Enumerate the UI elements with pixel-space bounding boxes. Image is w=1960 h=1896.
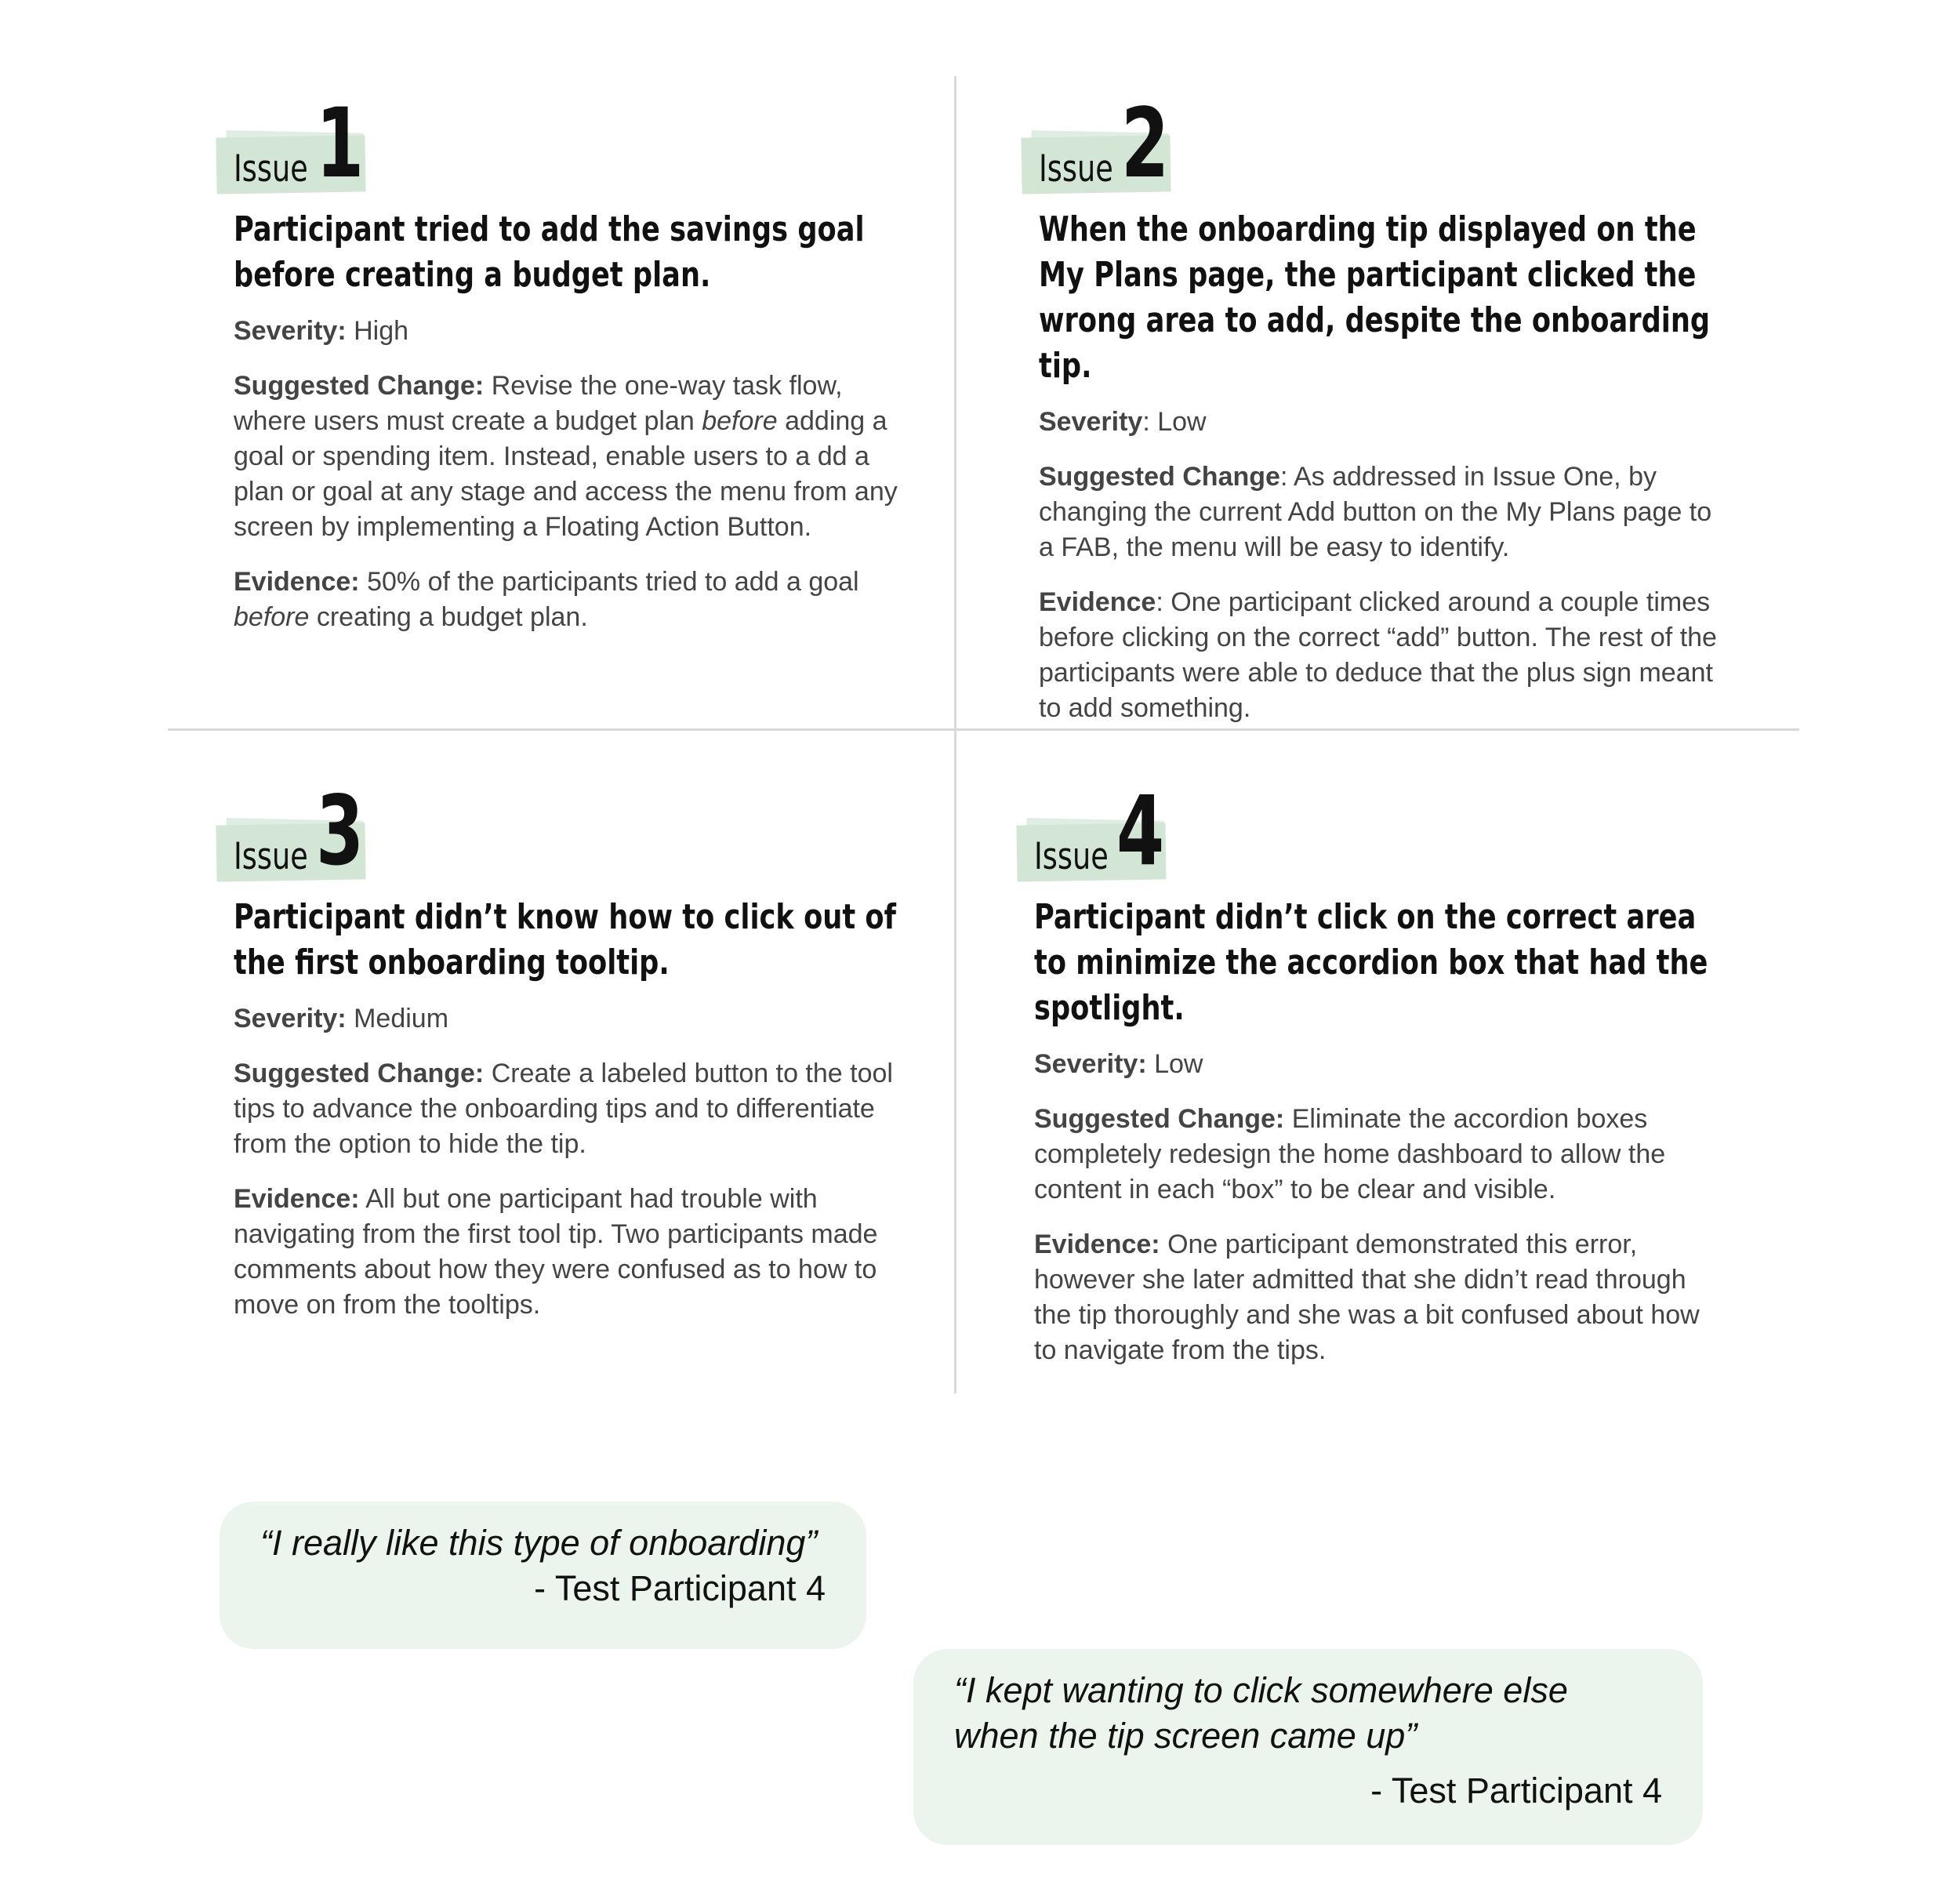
issue-title: Participant tried to add the savings goal before creating a budget plan.: [234, 209, 865, 295]
evidence-label: Evidence:: [234, 1184, 360, 1214]
issue-title: Participant didn’t know how to click out of the first onboarding tooltip.: [234, 897, 896, 983]
evidence: [1039, 585, 1729, 726]
evidence-text: : One participant clicked around a couple times before clicking on the correct “add” button. The rest of the participants were able to deduce that the plus sign meant to add something.: [1039, 587, 1717, 723]
issue-tag: [234, 88, 916, 199]
severity: [1034, 1047, 1724, 1082]
quote-card: [220, 1502, 866, 1649]
quote-text: “I really like this type of onboarding”: [260, 1523, 818, 1563]
quote-author: - Test Participant 4: [534, 1568, 826, 1608]
evidence-label: Evidence: [1039, 587, 1156, 617]
issue-title: When the onboarding tip displayed on the My Plans page, the participant clicked the wrong area to add, despite the onboarding tip.: [1039, 209, 1711, 386]
suggested-change-text: Eliminate the accordion boxes completely redesign the home dashboard to allow the content in each “box” to be clear and visible.: [1034, 1104, 1666, 1204]
issue-number: 4: [1116, 775, 1165, 887]
issue-3: [234, 775, 916, 1323]
suggested-change-label: Suggested Change:: [234, 371, 485, 401]
evidence-text: All but one participant had trouble with navigating from the first tool tip. Two participants made comments about how they were confused as to how to move on from the tooltips.: [234, 1184, 878, 1320]
emphasis-text: before: [702, 406, 778, 436]
evidence-text: One participant demonstrated this error, however she later admitted that she didn’t read through the tip thoroughly and she was a bit confused about how to navigate from the tips.: [1034, 1229, 1700, 1365]
issue-number: 1: [316, 88, 365, 199]
suggested-change: [1034, 1102, 1724, 1208]
suggested-change-label: Suggested Change:: [1034, 1104, 1285, 1134]
suggested-change: [1039, 459, 1729, 565]
severity-label: Severity:: [234, 316, 347, 346]
issue-label: Issue: [1034, 835, 1109, 878]
issue-label: Issue: [1039, 147, 1113, 191]
severity: [234, 314, 916, 349]
severity-value: : Low: [1142, 407, 1207, 437]
issue-tag: [1039, 88, 1729, 199]
suggested-change-text: Revise the one-way task flow, where users must create a budget plan: [234, 371, 843, 436]
suggested-change: [234, 369, 916, 545]
issue-number: 2: [1121, 88, 1170, 199]
quote-card: [913, 1649, 1703, 1845]
issue-tag: [234, 775, 916, 887]
severity: [234, 1001, 916, 1037]
severity-value: Medium: [346, 1004, 449, 1033]
suggested-change-label: Suggested Change: [1039, 462, 1280, 492]
quote-text: “I kept wanting to click somewhere else when the tip screen came up”: [954, 1670, 1568, 1756]
suggested-change-text: : As addressed in Issue One, by changing the current Add button on the My Plans page to a FAB, the menu will be easy to identify.: [1039, 462, 1712, 562]
emphasis-text: before: [234, 602, 310, 632]
evidence: [234, 565, 916, 635]
suggested-change-label: Suggested Change:: [234, 1059, 485, 1088]
severity-value: High: [346, 316, 409, 346]
issue-number: 3: [316, 775, 365, 887]
severity-label: Severity:: [1034, 1049, 1147, 1079]
issue-tag: [1034, 775, 1724, 887]
horizontal-divider: [168, 728, 1799, 731]
issue-1: [234, 88, 916, 635]
evidence: [1034, 1227, 1724, 1368]
issue-label: Issue: [234, 147, 308, 191]
suggested-change: [234, 1056, 916, 1162]
issue-label: Issue: [234, 835, 308, 878]
severity-label: Severity: [1039, 407, 1143, 437]
quote-author: - Test Participant 4: [1370, 1771, 1662, 1811]
suggested-change-text: Create a labeled button to the tool tips to advance the onboarding tips and to differentiate from the option to hide the tip.: [234, 1059, 893, 1159]
severity-label: Severity:: [234, 1004, 347, 1033]
issue-4: [1034, 775, 1724, 1368]
severity: [1039, 405, 1729, 440]
vertical-divider: [954, 76, 956, 1393]
severity-value: Low: [1146, 1049, 1203, 1079]
evidence-label: Evidence:: [1034, 1229, 1160, 1259]
issue-title: Participant didn’t click on the correct area to minimize the accordion box that had the spotlight.: [1034, 897, 1708, 1028]
suggested-change-text: adding a goal or spending item. Instead, enable users to a dd a plan or goal at any stage and access the menu from any screen by implementing a Floating Action Button.: [234, 406, 898, 542]
evidence-label: Evidence:: [234, 567, 360, 597]
evidence-text: 50% of the participants tried to add a goal: [359, 567, 859, 597]
evidence: [234, 1182, 916, 1323]
evidence-text: creating a budget plan.: [309, 602, 588, 632]
issue-2: [1039, 88, 1729, 726]
